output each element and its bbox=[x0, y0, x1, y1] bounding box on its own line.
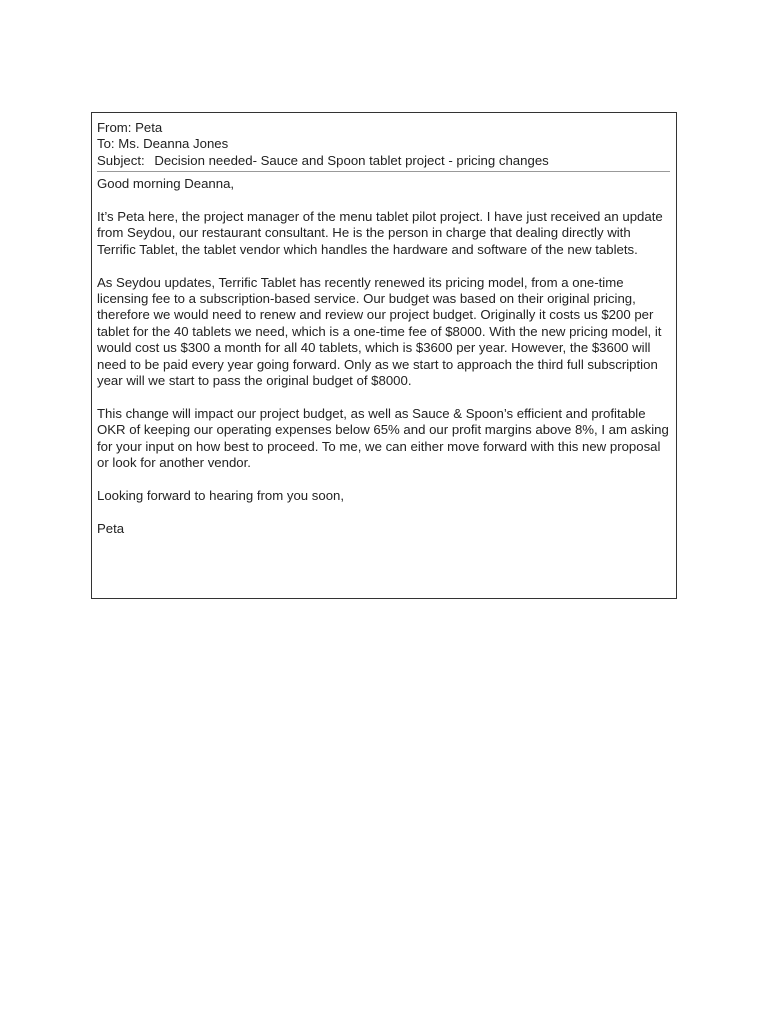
subject-text: Decision needed- Sauce and Spoon tablet project - pricing changes bbox=[154, 152, 549, 168]
paragraph-intro: It’s Peta here, the project manager of the menu tablet pilot project. I have just received an update from Seydou, our restaurant consultant. He is the person in charge that dealing directly with Terrific Tablet, the tablet vendor which handles the hardware and software of the new tablets. bbox=[97, 209, 663, 257]
greeting: Good morning Deanna, bbox=[97, 176, 235, 192]
to-line: To: Ms. Deanna Jones bbox=[97, 136, 229, 152]
subject-label: Subject: bbox=[97, 152, 145, 168]
from-line: From: Peta bbox=[97, 120, 163, 135]
header-divider bbox=[97, 171, 670, 172]
email-document bbox=[91, 112, 677, 599]
closing: Looking forward to hearing from you soon, bbox=[97, 487, 345, 503]
paragraph-pricing: As Seydou updates, Terrific Tablet has recently renewed its pricing model, from a one-time licensing fee to a subscription-based service. Our budget was based on their original pricing, therefore we would need to renew and review our project budget. Originally it costs us $200 per tablet for the 40 tablets we need, which is a one-time fee of $8000. With the new pricing model, it would cost us $300 a month for all 40 tablets, which is $3600 per year. However, the $3600 will need to be paid every year going forward. Only as we start to approach the third full subscription year will we start to pass the original budget of $8000. bbox=[97, 274, 662, 389]
subject-line bbox=[97, 153, 670, 169]
paragraph-impact: This change will impact our project budget, as well as Sauce & Spoon’s efficient and profitable OKR of keeping our operating expenses below 65% and our profit margins above 8%, I am asking for your input on how best to proceed. To me, we can either move forward with this new proposal or look for another vendor. bbox=[97, 405, 669, 471]
signature: Peta bbox=[97, 520, 125, 536]
